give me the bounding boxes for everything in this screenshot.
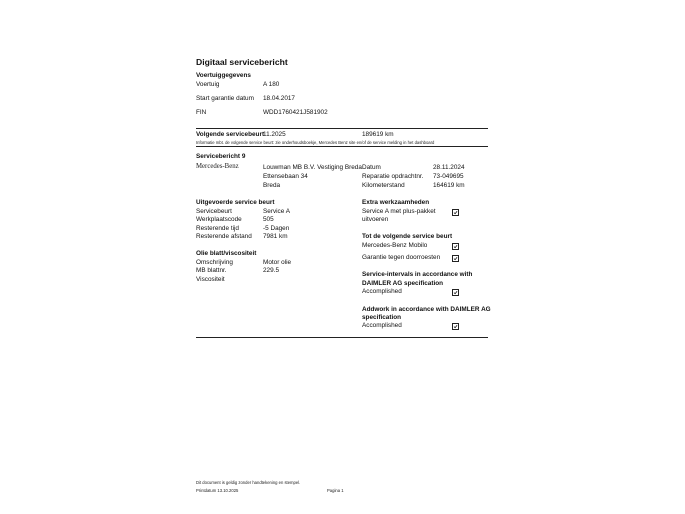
dealer-city: Breda — [263, 182, 281, 189]
addwork-heading-line1: Addwork in accordance with DAIMLER AG — [362, 306, 491, 313]
oil-description-label: Omschrijving — [196, 259, 233, 266]
remaining-distance-value: 7981 km — [263, 233, 288, 240]
vehicle-value: A 180 — [263, 81, 280, 88]
remaining-time-value: -5 Dagen — [263, 225, 290, 232]
next-service-date: 11.2025 — [263, 131, 286, 138]
oil-spec-label: MB blattnr. — [196, 267, 227, 274]
dealer-street: Ettensebaan 34 — [263, 173, 308, 180]
oil-spec-value: 229.5 — [263, 267, 279, 274]
extra-item-line1: Service A met plus-pakket — [362, 208, 436, 215]
extra-item-line2: uitvoeren — [362, 216, 389, 223]
check-icon — [452, 323, 459, 330]
vehicle-heading: Voertuiggegevens — [196, 72, 251, 79]
report-heading: Servicebericht 9 — [196, 153, 246, 160]
check-icon — [452, 289, 459, 296]
check-icon — [452, 255, 459, 262]
check-icon — [452, 209, 459, 216]
addwork-heading-line2: specification — [362, 314, 402, 321]
oil-heading: Olie blatt/viscositeit — [196, 250, 257, 257]
footer-print-date: Printdatum 13.10.2025 — [196, 488, 239, 493]
vehicle-label: Voertuig — [196, 81, 220, 88]
repair-order-value: 73-049695 — [433, 173, 464, 180]
service-value: Service A — [263, 208, 290, 215]
intervals-status: Accomplished — [362, 288, 402, 295]
mileage-label: Kilometerstand — [362, 182, 405, 189]
remaining-distance-label: Resterende afstand — [196, 233, 252, 240]
dealer-name: Louwman MB B.V. Vestiging Breda — [263, 164, 362, 171]
until-next-item: Mercedes-Benz Mobilo — [362, 242, 428, 249]
service-label: Servicebeurt — [196, 208, 232, 215]
intervals-heading-line1: Service-intervals in accordance with — [362, 271, 473, 278]
until-next-heading: Tot de volgende service beurt — [362, 233, 453, 240]
warranty-start-value: 18.04.2017 — [263, 95, 295, 102]
warranty-start-label: Start garantie datum — [196, 95, 254, 102]
extra-heading: Extra werkzaamheden — [362, 199, 430, 206]
remaining-time-label: Resterende tijd — [196, 225, 239, 232]
divider — [196, 337, 488, 338]
fin-label: FIN — [196, 109, 207, 116]
workshop-code-value: 505 — [263, 216, 274, 223]
workshop-code-label: Werkplaatscode — [196, 216, 242, 223]
repair-order-label: Reparatie opdrachtnr. — [362, 173, 424, 180]
oil-description-value: Motor olie — [263, 259, 292, 266]
mercedes-benz-logo: Mercedes-Benz — [196, 163, 239, 170]
next-service-label: Volgende servicebeurt — [196, 131, 265, 138]
intervals-heading-line2: DAIMLER AG specification — [362, 280, 444, 287]
date-label: Datum — [362, 164, 381, 171]
addwork-status: Accomplished — [362, 322, 402, 329]
fin-value: WDD1760421J581902 — [263, 109, 328, 116]
viscosity-label: Viscositeit — [196, 276, 225, 283]
footer-validity: Dit document is geldig zonder handtekening en stempel. — [196, 480, 301, 485]
divider — [196, 128, 488, 129]
until-next-item: Garantie tegen doorroesten — [362, 254, 441, 261]
page-title: Digitaal servicebericht — [196, 57, 288, 67]
next-service-km: 189619 km — [362, 131, 394, 138]
performed-heading: Uitgevoerde service beurt — [196, 199, 275, 206]
next-service-note: Informatie mbt. de volgende service beurt: zie onderhoudsboekje, Mercedes Benz site en/of de service melding in het dashboard — [196, 139, 435, 145]
footer-page-number: Pagina 1 — [327, 488, 344, 493]
date-value: 28.11.2024 — [433, 164, 465, 171]
mileage-value: 164619 km — [433, 182, 465, 189]
divider — [196, 146, 488, 147]
check-icon — [452, 243, 459, 250]
